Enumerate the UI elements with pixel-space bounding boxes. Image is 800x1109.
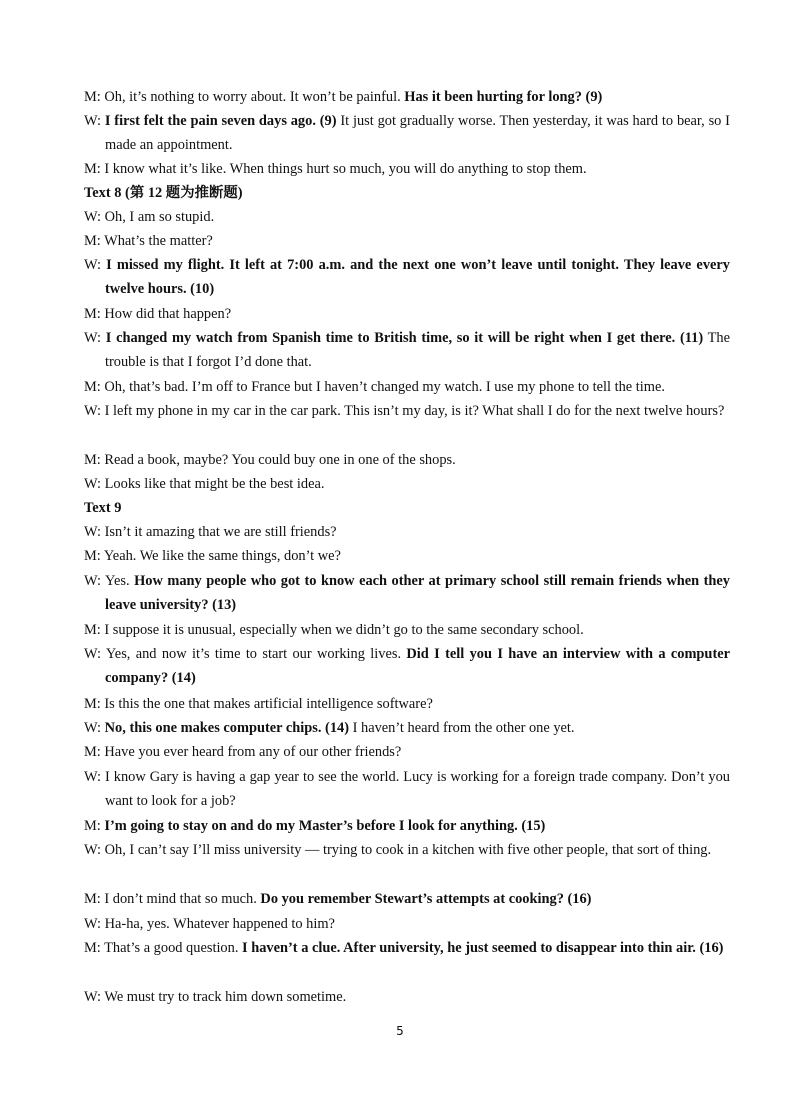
dialogue-line: M: Yeah. We like the same things, don’t we? [84, 548, 341, 564]
dialogue-line: W: Looks like that might be the best idea. [84, 476, 325, 492]
dialogue-line: W: I left my phone in my car in the car park. This isn’t my day, is it? What shall I do for the next twelve hours? [84, 403, 725, 419]
dialogue-line: M: What’s the matter? [84, 233, 213, 249]
section-heading-text-8: Text 8 (第 12 题为推断题) [84, 185, 243, 201]
dialogue-line: W: No, this one makes computer chips. (14) I haven’t heard from the other one yet. [84, 720, 575, 736]
dialogue-line: W: I missed my flight. It left at 7:00 a.m. and the next one won’t leave until tonight. They leave every twelve hours. (10) [84, 257, 730, 297]
dialogue-line: W: Yes, and now it’s time to start our working lives. Did I tell you I have an interview with a computer company? (14) [84, 646, 731, 686]
dialogue-line: M: I’m going to stay on and do my Master’s before I look for anything. (15) [84, 818, 546, 834]
dialogue-line: W: Ha-ha, yes. Whatever happened to him? [84, 916, 335, 932]
dialogue-line: W: Isn’t it amazing that we are still friends? [84, 524, 337, 540]
dialogue-line: W: I changed my watch from Spanish time to British time, so it will be right when I get there. (11) The trouble is that I forgot I’d done that. [84, 330, 730, 370]
dialogue-line: M: I don’t mind that so much. Do you remember Stewart’s attempts at cooking? (16) [84, 891, 592, 907]
dialogue-line: W: I first felt the pain seven days ago. (9) It just got gradually worse. Then yesterday, it was hard to bear, so I made an appointment. [84, 113, 730, 153]
dialogue-line: W: Oh, I am so stupid. [84, 209, 215, 225]
dialogue-line: M: Oh, it’s nothing to worry about. It won’t be painful. Has it been hurting for long? (9) [84, 89, 603, 105]
section-heading-text-9: Text 9 [84, 500, 122, 516]
dialogue-line: M: Read a book, maybe? You could buy one in one of the shops. [84, 452, 456, 468]
page-number: 5 [396, 1024, 404, 1038]
dialogue-line: W: Yes. How many people who got to know each other at primary school still remain friends when they leave university? (13) [84, 573, 730, 613]
dialogue-line: W: I know Gary is having a gap year to see the world. Lucy is working for a foreign trade company. Don’t you want to look for a job? [84, 769, 730, 809]
dialogue-line: M: That’s a good question. I haven’t a clue. After university, he just seemed to disappear into thin air. (16) [84, 940, 724, 956]
dialogue-line: M: Have you ever heard from any of our other friends? [84, 744, 402, 760]
dialogue-line: M: Oh, that’s bad. I’m off to France but I haven’t changed my watch. I use my phone to tell the time. [84, 379, 665, 395]
dialogue-line: M: Is this the one that makes artificial intelligence software? [84, 696, 433, 712]
dialogue-line: M: I know what it’s like. When things hurt so much, you will do anything to stop them. [84, 161, 587, 177]
dialogue-line: M: I suppose it is unusual, especially when we didn’t go to the same secondary school. [84, 622, 584, 638]
dialogue-line: M: How did that happen? [84, 306, 232, 322]
dialogue-line: W: Oh, I can’t say I’ll miss university — trying to cook in a kitchen with five other people, that sort of thing. [84, 842, 712, 858]
dialogue-line: W: We must try to track him down sometime. [84, 989, 347, 1005]
